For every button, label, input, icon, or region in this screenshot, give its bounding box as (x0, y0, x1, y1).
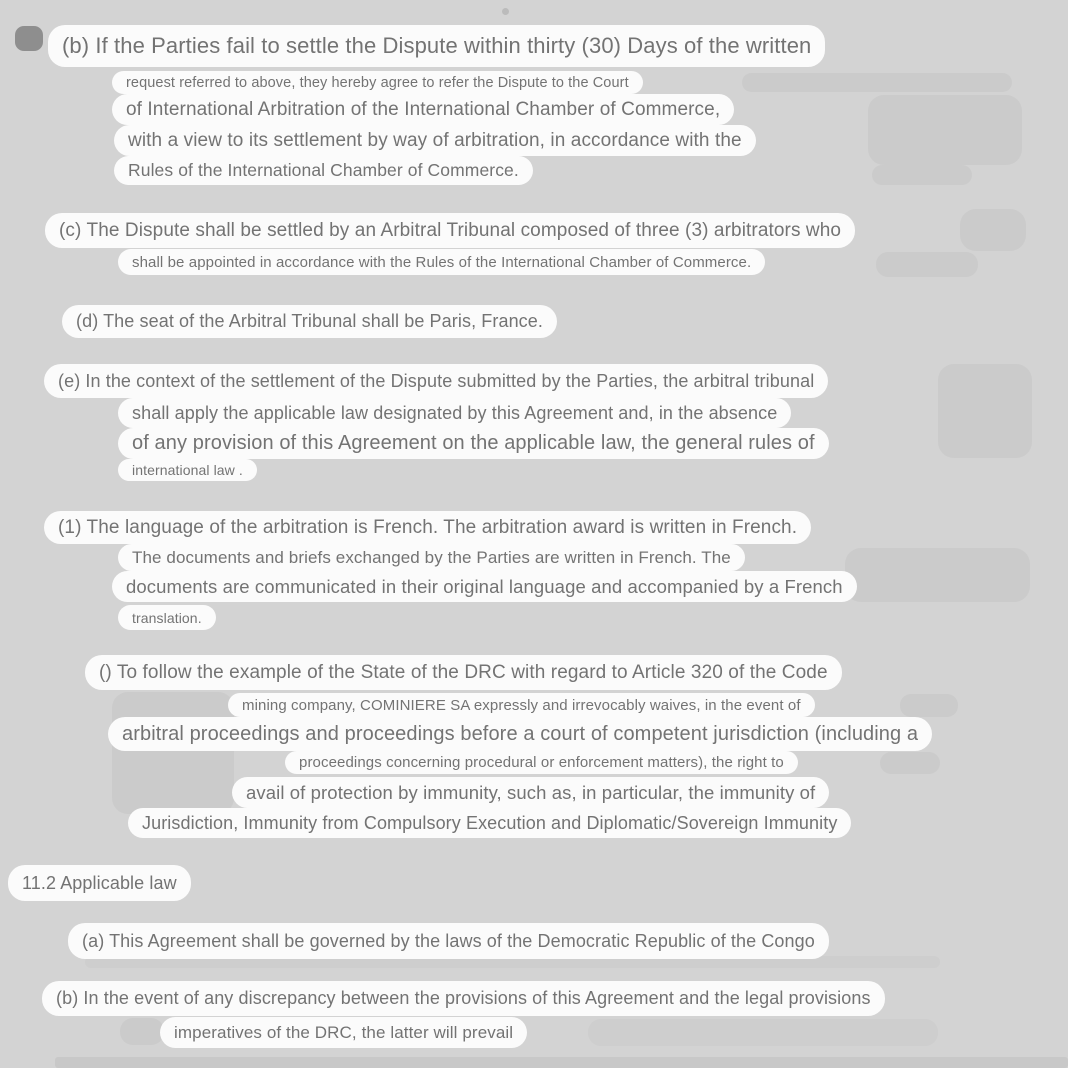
translated-line: (c) The Dispute shall be settled by an Arbitral Tribunal composed of three (3) arbitrators who (45, 213, 855, 248)
translated-line: arbitral proceedings and proceedings before a court of competent jurisdiction (including a (108, 717, 932, 751)
original-text-ghost (872, 165, 972, 185)
translated-line: imperatives of the DRC, the latter will prevail (160, 1017, 527, 1048)
page-edge-band (55, 1057, 1068, 1068)
original-text-speck (502, 8, 509, 15)
section-heading: 11.2 Applicable law (8, 865, 191, 901)
translated-line: (a) This Agreement shall be governed by the laws of the Democratic Republic of the Congo (68, 923, 829, 959)
translated-line: The documents and briefs exchanged by the Parties are written in French. The (118, 544, 745, 571)
translated-line: shall be appointed in accordance with the Rules of the International Chamber of Commerce. (118, 249, 765, 275)
document-ink-fragment (15, 26, 43, 51)
translated-line: proceedings concerning procedural or enforcement matters), the right to (285, 751, 798, 774)
translated-line: (1) The language of the arbitration is French. The arbitration award is written in French. (44, 511, 811, 544)
translated-line: of any provision of this Agreement on the applicable law, the general rules of (118, 428, 829, 459)
translated-line: of International Arbitration of the International Chamber of Commerce, (112, 94, 734, 125)
translated-line: shall apply the applicable law designated by this Agreement and, in the absence (118, 398, 791, 428)
translated-line: translation. (118, 605, 216, 630)
translated-line: (e) In the context of the settlement of the Dispute submitted by the Parties, the arbitral tribunal (44, 364, 828, 398)
original-text-ghost (742, 73, 1012, 92)
translated-line: Jurisdiction, Immunity from Compulsory Execution and Diplomatic/Sovereign Immunity (128, 808, 851, 838)
original-text-ghost (845, 548, 1030, 602)
original-text-ghost (120, 1018, 164, 1045)
translated-line: documents are communicated in their original language and accompanied by a French (112, 571, 857, 602)
translated-line: international law . (118, 459, 257, 481)
translated-line: avail of protection by immunity, such as, in particular, the immunity of (232, 777, 829, 808)
original-text-ghost (900, 694, 958, 717)
translated-line: mining company, COMINIERE SA expressly and irrevocably waives, in the event of (228, 693, 815, 717)
original-text-ghost (588, 1019, 938, 1046)
original-text-ghost (960, 209, 1026, 251)
translated-line: (b) In the event of any discrepancy between the provisions of this Agreement and the legal provisions (42, 981, 885, 1016)
original-text-ghost (112, 692, 234, 814)
translated-line: request referred to above, they hereby agree to refer the Dispute to the Court (112, 71, 643, 94)
original-text-ghost (880, 752, 940, 774)
translated-line: with a view to its settlement by way of arbitration, in accordance with the (114, 125, 756, 156)
original-text-ghost (876, 252, 978, 277)
translated-line: (d) The seat of the Arbitral Tribunal shall be Paris, France. (62, 305, 557, 338)
original-text-ghost (938, 364, 1032, 458)
translated-line: Rules of the International Chamber of Commerce. (114, 156, 533, 185)
translated-line: () To follow the example of the State of the DRC with regard to Article 320 of the Code (85, 655, 842, 690)
original-text-ghost (868, 95, 1022, 165)
translated-line: (b) If the Parties fail to settle the Dispute within thirty (30) Days of the written (48, 25, 825, 67)
